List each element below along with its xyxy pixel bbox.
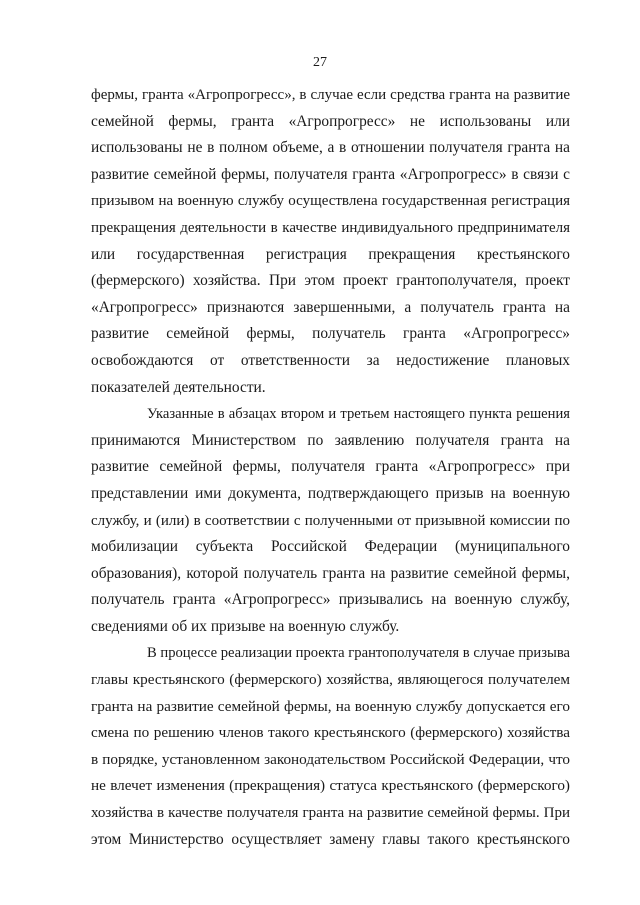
text-line: развитие семейной фермы, получатель гранта «Агропрогресс» [91, 325, 570, 343]
text-line: показателей деятельности. [91, 378, 266, 396]
text-line: освобождаются от ответственности за недостижение плановых [91, 351, 570, 369]
text-line: использованы не в полном объеме, а в отношении получателя гранта на [91, 139, 570, 157]
text-line: службу, и (или) в соответствии с полученными от призывной комиссии по [91, 512, 570, 529]
text-line: гранта на развитие семейной фермы, на военную службу допускается его [91, 697, 570, 715]
text-line: фермы, гранта «Агропрогресс», в случае если средства гранта на развитие [91, 87, 570, 103]
text-line: призывом на военную службу осуществлена государственная регистрация [91, 193, 570, 210]
text-line: Указанные в абзацах втором и третьем настоящего пункта решения [147, 406, 570, 423]
text-line: развитие семейной фермы, получателя гранта «Агропрогресс» при [91, 458, 570, 476]
text-line: смена по решению членов такого крестьянского (фермерского) хозяйства [91, 724, 570, 742]
text-line: не влечет изменения (прекращения) статуса крестьянского (фермерского) [91, 777, 570, 795]
text-line: (фермерского) хозяйства. При этом проект грантополучателя, проект [91, 272, 570, 290]
text-line: принимаются Министерством по заявлению получателя гранта на [91, 431, 570, 449]
text-line: представлении ими документа, подтверждающего призыв на военную [91, 484, 570, 502]
text-line: в порядке, установленном законодательством Российской Федерации, что [91, 750, 570, 768]
text-line: прекращения деятельности в качестве индивидуального предпринимателя [91, 219, 570, 236]
text-line: «Агропрогресс» признаются завершенными, а получатель гранта на [91, 298, 570, 316]
document-body [91, 82, 570, 853]
text-line: получатель гранта «Агропрогресс» призывались на военную службу, [91, 591, 570, 609]
text-line: развитие семейной фермы, получателя гранта «Агропрогресс» в связи с [91, 165, 570, 183]
text-line: образования), которой получатель гранта на развитие семейной фермы, [91, 564, 570, 582]
page-number: 27 [313, 55, 327, 70]
text-line: мобилизации субъекта Российской Федерации (муниципального [91, 538, 570, 556]
text-line: семейной фермы, гранта «Агропрогресс» не использованы или [91, 112, 570, 130]
text-line: сведениями об их призыве на военную службу. [91, 617, 400, 635]
text-line: В процессе реализации проекта грантополучателя в случае призыва [147, 645, 570, 662]
text-line: хозяйства в качестве получателя гранта на развитие семейной фермы. При [91, 805, 570, 822]
text-line: или государственная регистрация прекращения крестьянского [91, 245, 570, 263]
text-line: этом Министерство осуществляет замену главы такого крестьянского [91, 830, 570, 848]
text-line: главы крестьянского (фермерского) хозяйства, являющегося получателем [91, 671, 570, 689]
